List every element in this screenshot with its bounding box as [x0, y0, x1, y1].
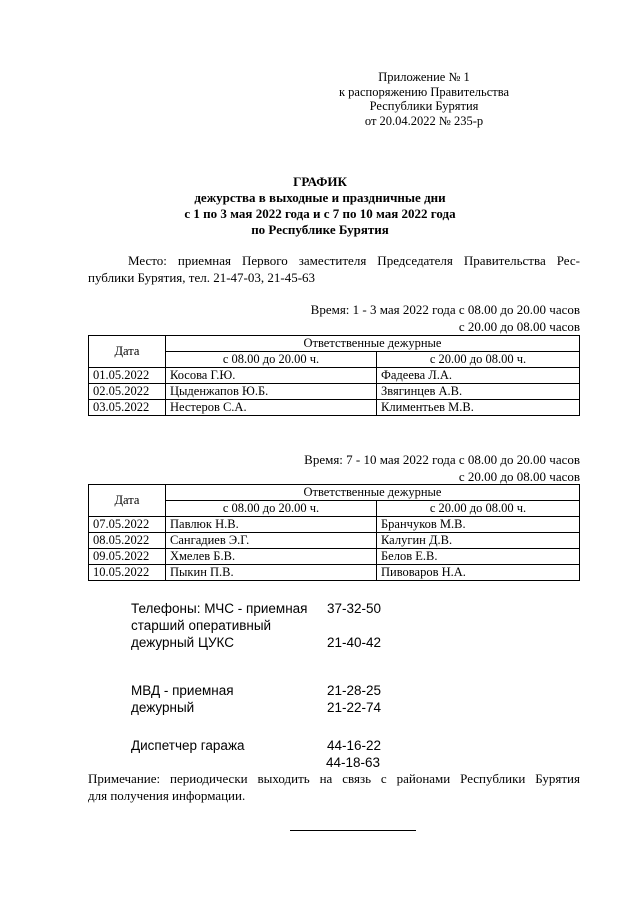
- row-date: 10.05.2022: [89, 565, 166, 581]
- document-title: [0, 174, 640, 238]
- mchs-number: 37-32-50: [327, 601, 382, 616]
- header-date: Дата: [89, 336, 166, 368]
- row-night-officer: Пивоваров Н.А.: [377, 565, 580, 581]
- table-header-row: [89, 485, 580, 501]
- garage-number-1: 44-16-22: [327, 738, 382, 753]
- note-paragraph: [88, 770, 580, 804]
- appendix-line-4: от 20.04.2022 № 235-р: [364, 113, 484, 128]
- note-line-1: Примечание: периодически выходить на связь с районами Республики Бурятия: [88, 771, 580, 786]
- place-line-1: Место: приемная Первого заместителя Председателя Правительства Рес-: [128, 253, 580, 268]
- appendix-line-1: Приложение № 1: [378, 70, 470, 84]
- mvd-duty-number: 21-22-74: [327, 700, 382, 715]
- row-date: 09.05.2022: [89, 549, 166, 565]
- row-date: 02.05.2022: [89, 384, 166, 400]
- row-day-officer: Сангадиев Э.Г.: [166, 533, 377, 549]
- header-date: Дата: [89, 485, 166, 517]
- note-line-2: для получения информации.: [88, 788, 246, 803]
- table1-time-line-1: Время: 1 - 3 мая 2022 года с 08.00 до 20.00 часов: [310, 302, 580, 317]
- title-line-4: по Республике Бурятия: [251, 222, 389, 237]
- table1-time-line-2: с 20.00 до 08.00 часов: [458, 319, 580, 334]
- header-night-shift: с 20.00 до 08.00 ч.: [377, 501, 580, 517]
- table-row: [89, 517, 580, 533]
- table-header-row: [89, 336, 580, 352]
- duty-table-2: [88, 484, 580, 581]
- appendix-line-3: Республики Бурятия: [369, 99, 479, 113]
- row-date: 03.05.2022: [89, 400, 166, 416]
- appendix-block: [304, 70, 544, 128]
- table2-time-line-1: Время: 7 - 10 мая 2022 года с 08.00 до 20.00 часов: [304, 452, 580, 467]
- row-night-officer: Белов Е.В.: [377, 549, 580, 565]
- place-line-2: публики Бурятия, тел. 21-47-03, 21-45-63: [88, 270, 316, 285]
- end-divider: [290, 830, 416, 831]
- table2-time: [304, 451, 580, 485]
- header-responsible: Ответственные дежурные: [166, 336, 580, 352]
- appendix-line-2: к распоряжению Правительства: [338, 84, 509, 99]
- cuks-label: дежурный ЦУКС: [131, 635, 234, 650]
- table-row: [89, 384, 580, 400]
- table2-time-line-2: с 20.00 до 08.00 часов: [458, 469, 580, 484]
- row-date: 08.05.2022: [89, 533, 166, 549]
- title-line-2: дежурства в выходные и праздничные дни: [194, 190, 446, 205]
- header-day-shift: с 08.00 до 20.00 ч.: [166, 352, 377, 368]
- row-day-officer: Хмелев Б.В.: [166, 549, 377, 565]
- header-day-shift: с 08.00 до 20.00 ч.: [166, 501, 377, 517]
- row-day-officer: Пыкин П.В.: [166, 565, 377, 581]
- table-row: [89, 549, 580, 565]
- row-night-officer: Фадеева Л.А.: [377, 368, 580, 384]
- row-date: 07.05.2022: [89, 517, 166, 533]
- cuks-number: 21-40-42: [327, 635, 382, 650]
- mvd-label: МВД - приемная: [131, 683, 234, 698]
- mvd-number: 21-28-25: [327, 683, 382, 698]
- title-line-3: с 1 по 3 мая 2022 года и с 7 по 10 мая 2022 года: [184, 206, 456, 221]
- duty-table-1: [88, 335, 580, 416]
- mvd-duty-label: дежурный: [131, 700, 195, 715]
- place-paragraph: [88, 252, 580, 286]
- table1-time: [311, 301, 580, 335]
- senior-label: старший оперативный: [131, 618, 272, 633]
- header-responsible: Ответственные дежурные: [166, 485, 580, 501]
- garage-label: Диспетчер гаража: [131, 738, 245, 753]
- table-row: [89, 368, 580, 384]
- table-row: [89, 533, 580, 549]
- mchs-label: Телефоны: МЧС - приемная: [131, 601, 308, 616]
- row-day-officer: Павлюк Н.В.: [166, 517, 377, 533]
- row-night-officer: Бранчуков М.В.: [377, 517, 580, 533]
- garage-number-2: 44-18-63: [326, 755, 381, 770]
- row-date: 01.05.2022: [89, 368, 166, 384]
- header-night-shift: с 20.00 до 08.00 ч.: [377, 352, 580, 368]
- row-day-officer: Нестеров С.А.: [166, 400, 377, 416]
- title-line-1: ГРАФИК: [293, 174, 347, 189]
- table-row: [89, 565, 580, 581]
- row-night-officer: Звягинцев А.В.: [377, 384, 580, 400]
- row-night-officer: Климентьев М.В.: [377, 400, 580, 416]
- table-row: [89, 400, 580, 416]
- row-day-officer: Цыденжапов Ю.Б.: [166, 384, 377, 400]
- row-day-officer: Косова Г.Ю.: [166, 368, 377, 384]
- row-night-officer: Калугин Д.В.: [377, 533, 580, 549]
